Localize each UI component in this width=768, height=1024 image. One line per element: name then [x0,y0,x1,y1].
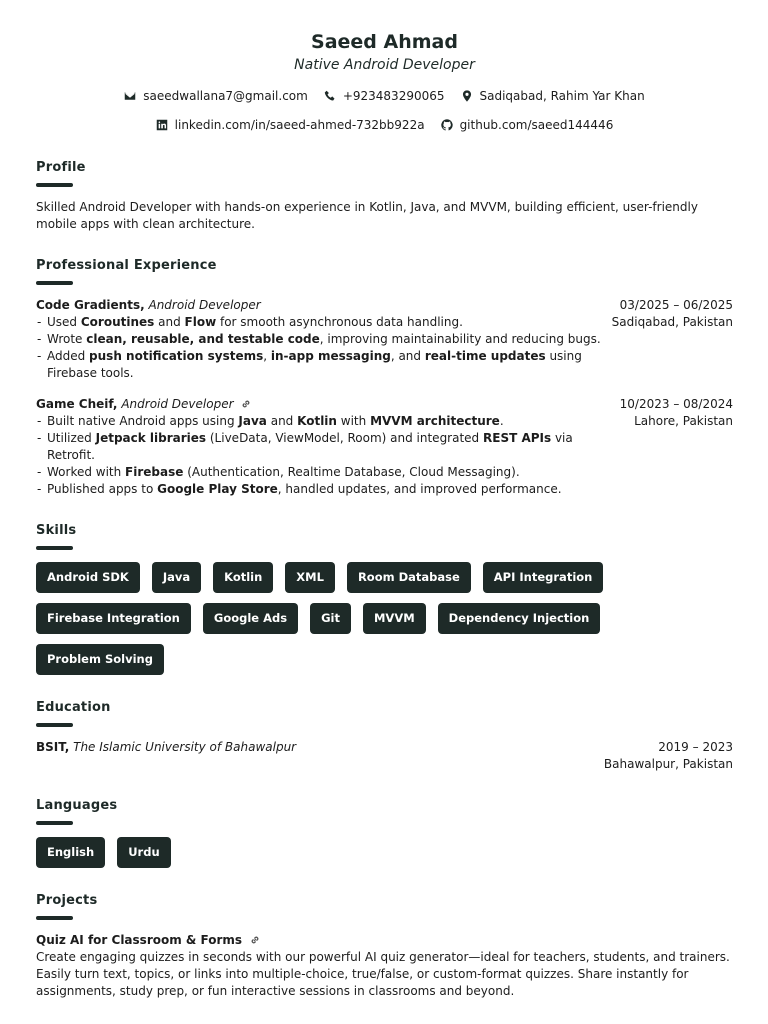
skill-tags [36,562,726,675]
profile-summary: Skilled Android Developer with hands-on experience in Kotlin, Java, and MVVM, building efficient, user-friendly mobile apps with clean architecture. [36,200,698,231]
degree: BSIT, [36,740,70,754]
project-title-row [36,932,733,949]
job-bullets [36,413,610,498]
link-icon[interactable] [241,397,251,407]
projects-section [36,892,733,1000]
contact-row [36,86,733,106]
job-location: Lahore, Pakistan [634,414,733,428]
skill-tag: Firebase Integration [36,603,191,634]
job-dates: 03/2025 – 06/2025 [619,298,733,312]
job-entry [36,396,733,498]
section-title: Projects [36,893,98,908]
job-role: Android Developer [121,397,234,411]
skill-tag: XML [285,562,335,593]
email-icon [124,90,136,102]
section-underline [36,281,73,285]
contact-email[interactable] [124,89,308,103]
job-bullet: - Utilized Jetpack libraries (LiveData, ViewModel, Room) and integrated REST APIs via Retrofit. [36,430,610,464]
skill-tag: Java [152,562,201,593]
job-dates: 10/2023 – 08/2024 [619,397,733,411]
experience-section [36,257,733,498]
job-company: Game Cheif, [36,397,118,411]
job-role: Android Developer [148,298,261,312]
education-location: Bahawalpur, Pakistan [603,757,733,771]
contact-location [461,89,645,103]
section-title: Profile [36,160,86,175]
section-underline [36,916,73,920]
skill-tag: Problem Solving [36,644,164,675]
language-tag: Urdu [117,837,170,868]
education-entry [36,739,733,773]
linkedin-text: linkedin.com/in/saeed-ahmed-732bb922a [174,118,425,132]
section-underline [36,546,73,550]
skill-tag: Git [310,603,351,634]
job-bullet: - Worked with Firebase (Authentication, Realtime Database, Cloud Messaging). [36,464,610,481]
languages-section [36,797,733,868]
job-bullet: - Published apps to Google Play Store, handled updates, and improved performance. [36,481,610,498]
job-heading [36,297,602,314]
section-underline [36,183,73,187]
job-company: Code Gradients, [36,298,145,312]
project-title: Quiz AI for Classroom & Forms [36,933,243,947]
job-bullet: - Built native Android apps using Java and Kotlin with MVVM architecture. [36,413,610,430]
section-underline [36,723,73,727]
contact-phone[interactable] [324,89,445,103]
job-heading [36,396,610,413]
language-tag: English [36,837,105,868]
section-title: Professional Experience [36,258,217,273]
github-icon [441,119,453,131]
job-bullet: - Added push notification systems, in-app messaging, and real-time updates using Firebase tools. [36,348,602,382]
project-description: Create engaging quizzes in seconds with our powerful AI quiz generator—ideal for teachers, students, and trainers. Easily turn text, topics, or links into multiple-choice, true/false, or custom-format quizzes. Share instantly for assignments, study prep, or fun interactive sessions in classrooms and beyond. [36,950,730,998]
phone-text: +923483290065 [342,89,445,103]
job-bullets [36,314,602,382]
email-text: saeedwallana7@gmail.com [143,89,308,103]
section-underline [36,821,73,825]
education-section [36,699,733,773]
link-icon[interactable] [250,933,260,943]
resume-page [36,30,733,1000]
section-title: Languages [36,798,118,813]
resume-header [36,30,733,135]
experience-list [36,297,733,498]
job-bullet: - Used Coroutines and Flow for smooth asynchronous data handling. [36,314,602,331]
phone-icon [324,90,336,102]
skill-tag: Room Database [347,562,471,593]
skill-tag: Android SDK [36,562,140,593]
job-location: Sadiqabad, Pakistan [611,315,733,329]
section-title: Skills [36,523,77,538]
contact-linkedin[interactable] [156,118,425,132]
job-entry [36,297,733,382]
location-text: Sadiqabad, Rahim Yar Khan [479,89,645,103]
links-row [36,115,733,135]
skill-tag: Dependency Injection [438,603,601,634]
section-title: Education [36,700,111,715]
location-pin-icon [461,90,473,102]
language-tags [36,837,726,868]
contact-github[interactable] [441,118,614,132]
education-dates: 2019 – 2023 [658,740,733,754]
candidate-title: Native Android Developer [294,57,475,73]
github-text: github.com/saeed144446 [459,118,614,132]
profile-section [36,159,733,233]
skill-tag: API Integration [483,562,604,593]
skill-tag: MVVM [363,603,426,634]
skills-section [36,522,733,675]
school: The Islamic University of Bahawalpur [73,740,297,754]
skill-tag: Google Ads [203,603,298,634]
candidate-name: Saeed Ahmad [311,31,458,53]
skill-tag: Kotlin [213,562,273,593]
linkedin-icon [156,119,168,131]
job-bullet: - Wrote clean, reusable, and testable code, improving maintainability and reducing bugs. [36,331,602,348]
